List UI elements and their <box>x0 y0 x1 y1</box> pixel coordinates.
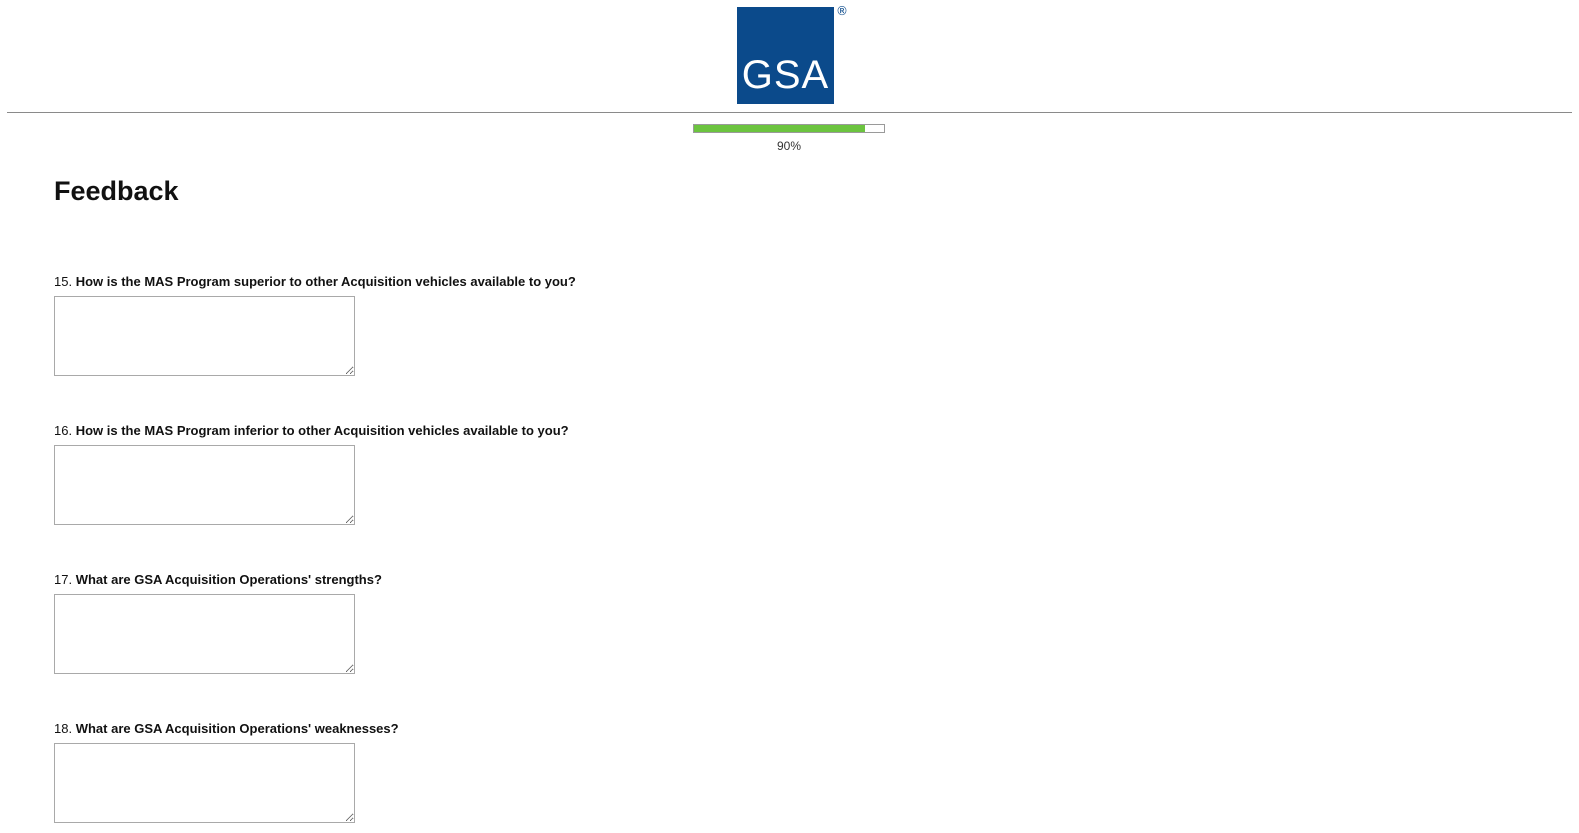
question-text: How is the MAS Program superior to other Acquisition vehicles available to you? <box>75 274 576 289</box>
gsa-logo-box <box>737 7 834 104</box>
question-number: 17. <box>54 572 73 587</box>
answer-textarea-18[interactable] <box>54 743 355 823</box>
question-label <box>54 274 576 290</box>
page-title: Feedback <box>54 176 179 206</box>
question-18 <box>54 721 399 823</box>
progress-bar-fill <box>694 125 865 132</box>
gsa-logo-text: GSA <box>741 53 830 97</box>
answer-textarea-15[interactable] <box>54 296 355 376</box>
question-label <box>54 423 569 439</box>
header-divider <box>7 112 1572 113</box>
question-number: 16. <box>54 423 73 438</box>
answer-textarea-17[interactable] <box>54 594 355 674</box>
question-text: What are GSA Acquisition Operations' weaknesses? <box>75 721 399 736</box>
question-label <box>54 721 399 737</box>
progress-bar <box>693 124 885 133</box>
question-number: 15. <box>54 274 73 289</box>
question-15 <box>54 274 576 376</box>
progress-label: 90% <box>776 139 802 153</box>
question-label <box>54 572 382 588</box>
answer-textarea-16[interactable] <box>54 445 355 525</box>
registered-mark: ® <box>836 4 848 18</box>
question-number: 18. <box>54 721 73 736</box>
gsa-logo <box>737 4 852 105</box>
question-text: How is the MAS Program inferior to other Acquisition vehicles available to you? <box>75 423 569 438</box>
question-text: What are GSA Acquisition Operations' strengths? <box>75 572 382 587</box>
question-17 <box>54 572 382 674</box>
question-16 <box>54 423 569 525</box>
